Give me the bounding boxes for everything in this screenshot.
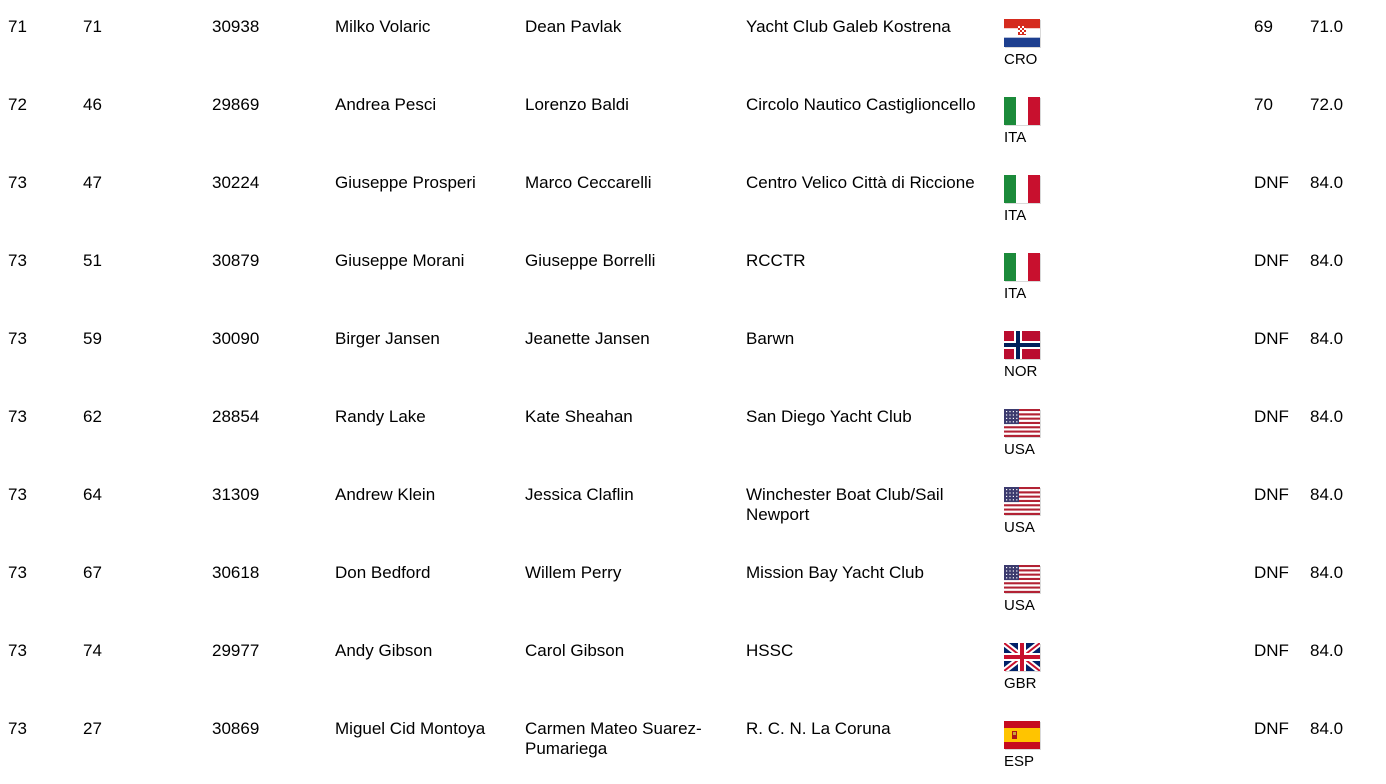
sail-number-cell: 30090 (212, 329, 260, 348)
club-cell: Barwn (746, 329, 795, 348)
rank-cell: 72 (8, 95, 27, 114)
nationality-cell (1004, 97, 1064, 146)
table-row (0, 0, 1386, 78)
norway-flag-icon (1004, 331, 1040, 359)
club-cell: HSSC (746, 641, 794, 660)
bow-number-cell: 64 (83, 485, 102, 504)
total-points-cell: 84.0 (1310, 251, 1344, 270)
bow-number-cell: 51 (83, 251, 102, 270)
nationality-code: ESP (1004, 753, 1035, 770)
sail-number-cell: 30224 (212, 173, 260, 192)
sail-number-cell: 30938 (212, 17, 260, 36)
crew-name-cell: Marco Ceccarelli (525, 173, 652, 192)
crew-name-cell: Carmen Mateo Suarez-Pumariega (525, 719, 702, 758)
table-row (0, 78, 1386, 156)
club-cell: R. C. N. La Coruna (746, 719, 891, 738)
rank-cell: 73 (8, 251, 27, 270)
helm-name-cell: Birger Jansen (335, 329, 440, 348)
sail-number-cell: 31309 (212, 485, 260, 504)
usa-flag-icon (1004, 487, 1040, 515)
table-row (0, 624, 1386, 702)
rank-cell: 73 (8, 329, 27, 348)
helm-name-cell: Miguel Cid Montoya (335, 719, 486, 738)
nationality-code: USA (1004, 597, 1035, 614)
crew-name-cell: Jessica Claflin (525, 485, 634, 504)
nationality-code: CRO (1004, 51, 1038, 68)
table-row (0, 156, 1386, 234)
rank-cell: 73 (8, 485, 27, 504)
nationality-code: USA (1004, 441, 1035, 458)
helm-name-cell: Andrea Pesci (335, 95, 437, 114)
bow-number-cell: 27 (83, 719, 102, 738)
nationality-code: NOR (1004, 363, 1038, 380)
table-row (0, 468, 1386, 546)
sail-number-cell: 30618 (212, 563, 260, 582)
total-points-cell: 84.0 (1310, 485, 1344, 504)
race-result-cell: 70 (1254, 95, 1273, 114)
uk-flag-icon (1004, 643, 1040, 671)
crew-name-cell: Carol Gibson (525, 641, 625, 660)
club-cell: RCCTR (746, 251, 806, 270)
club-cell: Winchester Boat Club/Sail Newport (746, 485, 944, 524)
helm-name-cell: Giuseppe Morani (335, 251, 465, 270)
croatia-flag-icon (1004, 19, 1040, 47)
race-result-cell: DNF (1254, 719, 1289, 738)
nationality-cell (1004, 409, 1064, 458)
helm-name-cell: Andy Gibson (335, 641, 433, 660)
crew-name-cell: Jeanette Jansen (525, 329, 650, 348)
helm-name-cell: Don Bedford (335, 563, 431, 582)
table-row (0, 702, 1386, 780)
race-result-cell: DNF (1254, 407, 1289, 426)
sail-number-cell: 30879 (212, 251, 260, 270)
helm-name-cell: Andrew Klein (335, 485, 436, 504)
total-points-cell: 71.0 (1310, 17, 1344, 36)
nationality-code: ITA (1004, 285, 1027, 302)
rank-cell: 73 (8, 173, 27, 192)
nationality-cell (1004, 565, 1064, 614)
table-row (0, 234, 1386, 312)
race-result-cell: DNF (1254, 173, 1289, 192)
bow-number-cell: 59 (83, 329, 102, 348)
race-result-cell: DNF (1254, 641, 1289, 660)
table-row (0, 312, 1386, 390)
bow-number-cell: 47 (83, 173, 102, 192)
bow-number-cell: 62 (83, 407, 102, 426)
rank-cell: 71 (8, 17, 27, 36)
sail-number-cell: 28854 (212, 407, 260, 426)
crew-name-cell: Dean Pavlak (525, 17, 622, 36)
nationality-cell (1004, 331, 1064, 380)
table-row (0, 546, 1386, 624)
rank-cell: 73 (8, 641, 27, 660)
total-points-cell: 84.0 (1310, 173, 1344, 192)
helm-name-cell: Randy Lake (335, 407, 426, 426)
nationality-cell (1004, 19, 1064, 68)
crew-name-cell: Lorenzo Baldi (525, 95, 629, 114)
nationality-code: ITA (1004, 207, 1027, 224)
race-result-cell: DNF (1254, 485, 1289, 504)
rank-cell: 73 (8, 407, 27, 426)
total-points-cell: 72.0 (1310, 95, 1344, 114)
italy-flag-icon (1004, 175, 1040, 203)
race-result-cell: DNF (1254, 563, 1289, 582)
usa-flag-icon (1004, 565, 1040, 593)
club-cell: San Diego Yacht Club (746, 407, 912, 426)
bow-number-cell: 67 (83, 563, 102, 582)
club-cell: Circolo Nautico Castiglioncello (746, 95, 976, 114)
club-cell: Yacht Club Galeb Kostrena (746, 17, 951, 36)
club-cell: Centro Velico Città di Riccione (746, 173, 975, 192)
crew-name-cell: Willem Perry (525, 563, 622, 582)
nationality-code: GBR (1004, 675, 1037, 692)
rank-cell: 73 (8, 719, 27, 738)
total-points-cell: 84.0 (1310, 641, 1344, 660)
total-points-cell: 84.0 (1310, 719, 1344, 738)
usa-flag-icon (1004, 409, 1040, 437)
helm-name-cell: Giuseppe Prosperi (335, 173, 476, 192)
race-result-cell: DNF (1254, 251, 1289, 270)
nationality-cell (1004, 175, 1064, 224)
rank-cell: 73 (8, 563, 27, 582)
nationality-cell (1004, 487, 1064, 536)
italy-flag-icon (1004, 97, 1040, 125)
total-points-cell: 84.0 (1310, 407, 1344, 426)
spain-flag-icon (1004, 721, 1040, 749)
table-row (0, 390, 1386, 468)
club-cell: Mission Bay Yacht Club (746, 563, 924, 582)
sail-number-cell: 29977 (212, 641, 260, 660)
total-points-cell: 84.0 (1310, 563, 1344, 582)
nationality-cell (1004, 721, 1064, 770)
crew-name-cell: Kate Sheahan (525, 407, 633, 426)
bow-number-cell: 71 (83, 17, 102, 36)
sail-number-cell: 30869 (212, 719, 260, 738)
bow-number-cell: 74 (83, 641, 102, 660)
nationality-cell (1004, 643, 1064, 692)
helm-name-cell: Milko Volaric (335, 17, 431, 36)
bow-number-cell: 46 (83, 95, 102, 114)
sail-number-cell: 29869 (212, 95, 260, 114)
nationality-code: ITA (1004, 129, 1027, 146)
nationality-cell (1004, 253, 1064, 302)
italy-flag-icon (1004, 253, 1040, 281)
total-points-cell: 84.0 (1310, 329, 1344, 348)
crew-name-cell: Giuseppe Borrelli (525, 251, 656, 270)
race-result-cell: 69 (1254, 17, 1273, 36)
nationality-code: USA (1004, 519, 1035, 536)
race-result-cell: DNF (1254, 329, 1289, 348)
